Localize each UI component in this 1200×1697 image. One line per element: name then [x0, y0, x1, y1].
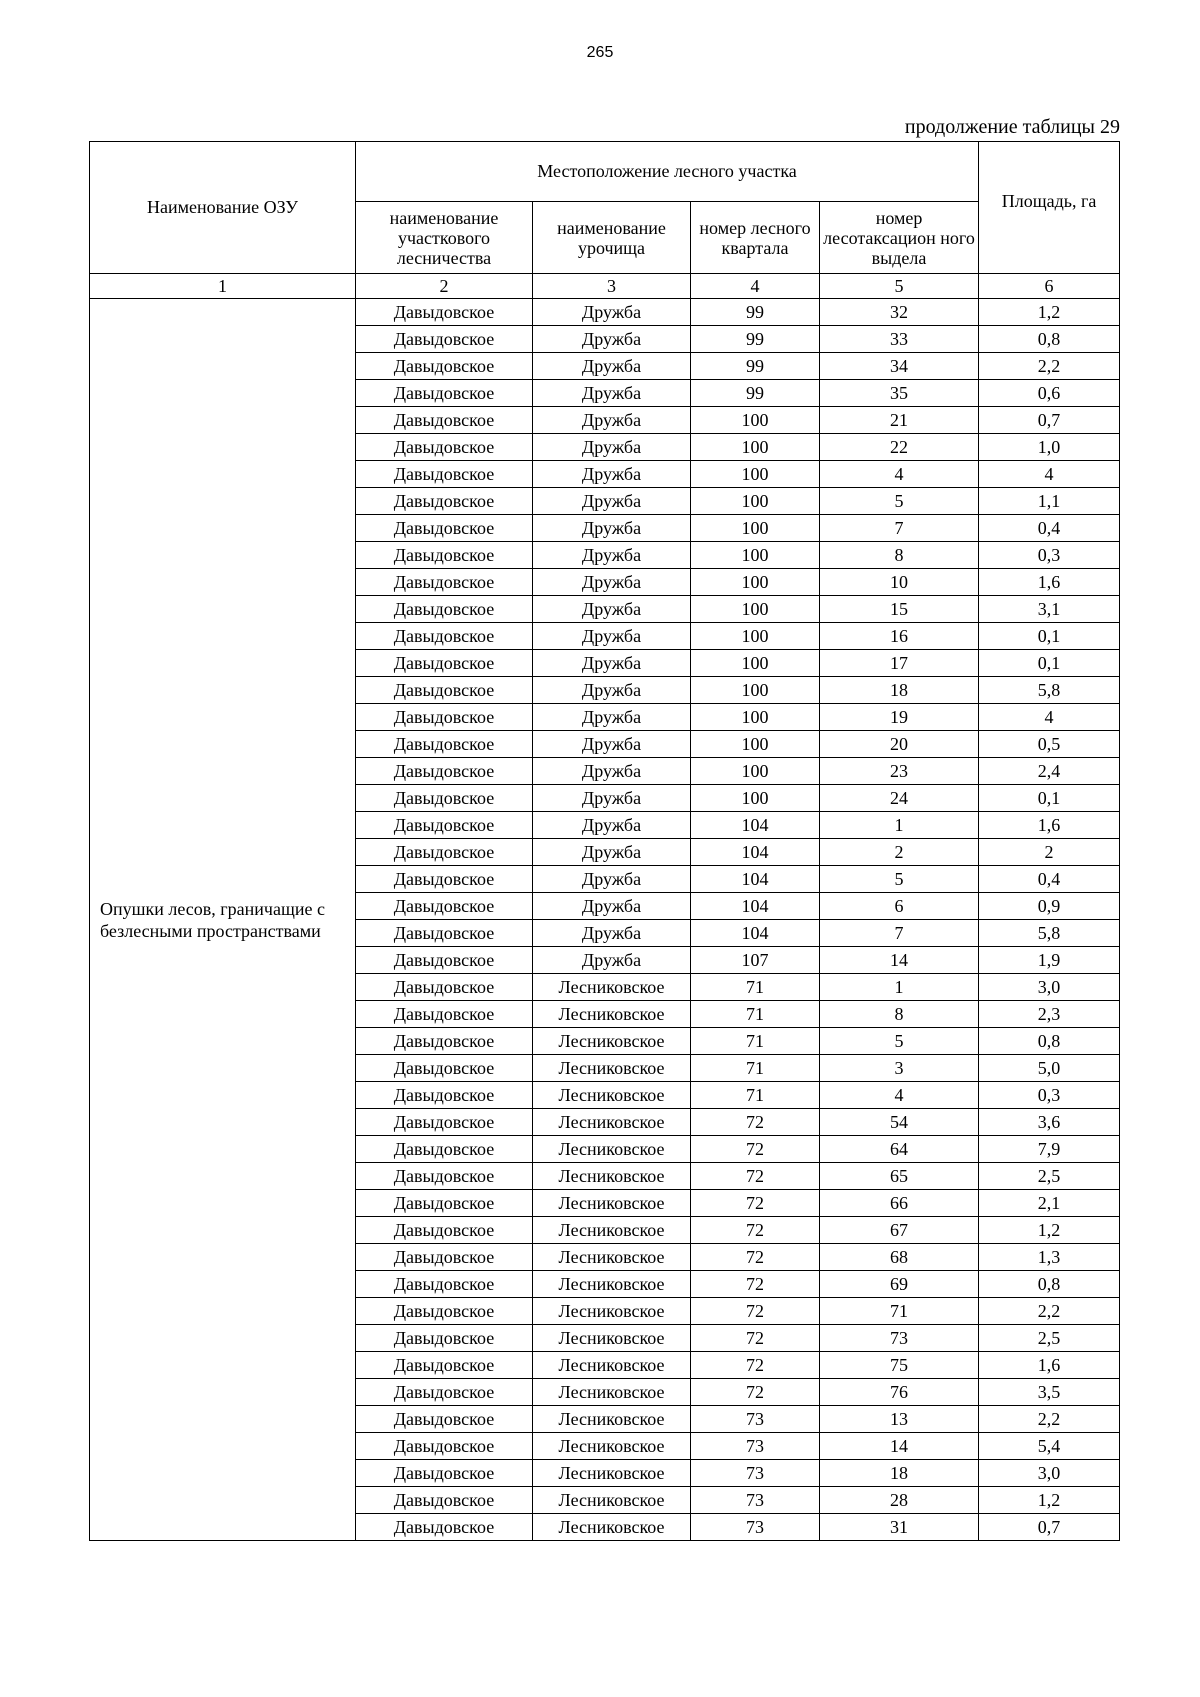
quarter-cell: 71: [691, 1082, 820, 1109]
quarter-cell: 73: [691, 1433, 820, 1460]
forestry-cell: Давыдовское: [356, 1271, 533, 1298]
tract-cell: Дружба: [533, 515, 691, 542]
allotment-cell: 23: [820, 758, 979, 785]
allotment-cell: 21: [820, 407, 979, 434]
tract-cell: Лесниковское: [533, 1271, 691, 1298]
tract-cell: Лесниковское: [533, 1136, 691, 1163]
area-cell: 0,4: [979, 866, 1120, 893]
forestry-cell: Давыдовское: [356, 299, 533, 326]
column-number: 3: [533, 274, 691, 299]
allotment-cell: 15: [820, 596, 979, 623]
area-cell: 1,2: [979, 299, 1120, 326]
allotment-cell: 10: [820, 569, 979, 596]
area-cell: 3,0: [979, 1460, 1120, 1487]
tract-cell: Дружба: [533, 434, 691, 461]
quarter-cell: 99: [691, 326, 820, 353]
forestry-cell: Давыдовское: [356, 1028, 533, 1055]
tract-cell: Дружба: [533, 353, 691, 380]
column-number: 2: [356, 274, 533, 299]
quarter-cell: 100: [691, 623, 820, 650]
tract-cell: Дружба: [533, 569, 691, 596]
forestry-cell: Давыдовское: [356, 434, 533, 461]
header-tract: наименование урочища: [533, 202, 691, 274]
quarter-cell: 72: [691, 1379, 820, 1406]
quarter-cell: 100: [691, 569, 820, 596]
area-cell: 0,5: [979, 731, 1120, 758]
quarter-cell: 100: [691, 650, 820, 677]
area-cell: 4: [979, 461, 1120, 488]
forestry-cell: Давыдовское: [356, 785, 533, 812]
tract-cell: Лесниковское: [533, 1325, 691, 1352]
allotment-cell: 66: [820, 1190, 979, 1217]
forestry-cell: Давыдовское: [356, 1514, 533, 1541]
area-cell: 5,0: [979, 1055, 1120, 1082]
allotment-cell: 8: [820, 1001, 979, 1028]
header-location: Местоположение лесного участка: [356, 142, 979, 202]
allotment-cell: 2: [820, 839, 979, 866]
quarter-cell: 104: [691, 812, 820, 839]
tract-cell: Лесниковское: [533, 1379, 691, 1406]
table-caption: продолжение таблицы 29: [904, 116, 1120, 138]
tract-cell: Дружба: [533, 731, 691, 758]
allotment-cell: 18: [820, 1460, 979, 1487]
tract-cell: Лесниковское: [533, 974, 691, 1001]
area-cell: 2,2: [979, 353, 1120, 380]
area-cell: 2: [979, 839, 1120, 866]
area-cell: 2,5: [979, 1163, 1120, 1190]
tract-cell: Лесниковское: [533, 1082, 691, 1109]
forestry-cell: Давыдовское: [356, 1379, 533, 1406]
tract-cell: Дружба: [533, 704, 691, 731]
tract-cell: Дружба: [533, 677, 691, 704]
forestry-cell: Давыдовское: [356, 1055, 533, 1082]
quarter-cell: 104: [691, 866, 820, 893]
quarter-cell: 99: [691, 380, 820, 407]
forestry-cell: Давыдовское: [356, 1298, 533, 1325]
tract-cell: Дружба: [533, 947, 691, 974]
quarter-cell: 73: [691, 1460, 820, 1487]
tract-cell: Дружба: [533, 785, 691, 812]
quarter-cell: 100: [691, 785, 820, 812]
area-cell: 3,5: [979, 1379, 1120, 1406]
forestry-cell: Давыдовское: [356, 596, 533, 623]
tract-cell: Дружба: [533, 488, 691, 515]
header-row-top: [90, 142, 1120, 202]
allotment-cell: 71: [820, 1298, 979, 1325]
area-cell: 5,8: [979, 920, 1120, 947]
quarter-cell: 100: [691, 758, 820, 785]
area-cell: 2,5: [979, 1325, 1120, 1352]
tract-cell: Дружба: [533, 326, 691, 353]
allotment-cell: 20: [820, 731, 979, 758]
tract-cell: Лесниковское: [533, 1190, 691, 1217]
forestry-cell: Давыдовское: [356, 623, 533, 650]
allotment-cell: 16: [820, 623, 979, 650]
forestry-cell: Давыдовское: [356, 650, 533, 677]
allotment-cell: 69: [820, 1271, 979, 1298]
tract-cell: Дружба: [533, 596, 691, 623]
column-number: 1: [90, 274, 356, 299]
allotment-cell: 4: [820, 1082, 979, 1109]
forestry-cell: Давыдовское: [356, 515, 533, 542]
forestry-cell: Давыдовское: [356, 1244, 533, 1271]
allotment-cell: 1: [820, 812, 979, 839]
allotment-cell: 8: [820, 542, 979, 569]
forestry-cell: Давыдовское: [356, 461, 533, 488]
forestry-cell: Давыдовское: [356, 1433, 533, 1460]
forestry-cell: Давыдовское: [356, 1352, 533, 1379]
page-number: 265: [586, 44, 614, 61]
tract-cell: Лесниковское: [533, 1487, 691, 1514]
allotment-cell: 14: [820, 947, 979, 974]
forestry-cell: Давыдовское: [356, 1163, 533, 1190]
allotment-cell: 5: [820, 1028, 979, 1055]
forestry-cell: Давыдовское: [356, 407, 533, 434]
area-cell: 1,0: [979, 434, 1120, 461]
tract-cell: Лесниковское: [533, 1244, 691, 1271]
quarter-cell: 100: [691, 731, 820, 758]
tract-cell: Лесниковское: [533, 1298, 691, 1325]
allotment-cell: 54: [820, 1109, 979, 1136]
forestry-cell: Давыдовское: [356, 1001, 533, 1028]
allotment-cell: 5: [820, 866, 979, 893]
quarter-cell: 100: [691, 542, 820, 569]
column-numbers-row: [90, 274, 1120, 299]
forestry-cell: Давыдовское: [356, 1325, 533, 1352]
quarter-cell: 72: [691, 1190, 820, 1217]
tract-cell: Дружба: [533, 623, 691, 650]
quarter-cell: 71: [691, 1055, 820, 1082]
tract-cell: Лесниковское: [533, 1001, 691, 1028]
header-forestry: наименование участкового лесничества: [356, 202, 533, 274]
quarter-cell: 72: [691, 1217, 820, 1244]
tract-cell: Дружба: [533, 893, 691, 920]
allotment-cell: 65: [820, 1163, 979, 1190]
ozu-group-label: Опушки лесов, граничащие с безлесными пространствами: [90, 299, 356, 1541]
tract-cell: Дружба: [533, 650, 691, 677]
area-cell: 2,3: [979, 1001, 1120, 1028]
area-cell: 0,8: [979, 326, 1120, 353]
quarter-cell: 100: [691, 677, 820, 704]
forestry-cell: Давыдовское: [356, 839, 533, 866]
forestry-cell: Давыдовское: [356, 812, 533, 839]
quarter-cell: 72: [691, 1163, 820, 1190]
forestry-cell: Давыдовское: [356, 704, 533, 731]
forestry-cell: Давыдовское: [356, 866, 533, 893]
allotment-cell: 28: [820, 1487, 979, 1514]
area-cell: 1,1: [979, 488, 1120, 515]
area-cell: 1,2: [979, 1487, 1120, 1514]
tract-cell: Лесниковское: [533, 1109, 691, 1136]
area-cell: 2,4: [979, 758, 1120, 785]
column-number: 5: [820, 274, 979, 299]
tract-cell: Дружба: [533, 407, 691, 434]
tract-cell: Дружба: [533, 542, 691, 569]
area-cell: 0,9: [979, 893, 1120, 920]
quarter-cell: 104: [691, 920, 820, 947]
tract-cell: Лесниковское: [533, 1028, 691, 1055]
area-cell: 0,8: [979, 1271, 1120, 1298]
area-cell: 7,9: [979, 1136, 1120, 1163]
tract-cell: Лесниковское: [533, 1352, 691, 1379]
area-cell: 3,1: [979, 596, 1120, 623]
quarter-cell: 72: [691, 1271, 820, 1298]
forestry-cell: Давыдовское: [356, 947, 533, 974]
area-cell: 1,6: [979, 812, 1120, 839]
tract-cell: Дружба: [533, 812, 691, 839]
allotment-cell: 6: [820, 893, 979, 920]
area-cell: 1,3: [979, 1244, 1120, 1271]
allotment-cell: 7: [820, 920, 979, 947]
tract-cell: Дружба: [533, 299, 691, 326]
area-cell: 2,2: [979, 1406, 1120, 1433]
area-cell: 0,3: [979, 542, 1120, 569]
quarter-cell: 72: [691, 1325, 820, 1352]
table-row: [90, 299, 1120, 326]
tract-cell: Дружба: [533, 380, 691, 407]
tract-cell: Лесниковское: [533, 1217, 691, 1244]
forestry-cell: Давыдовское: [356, 569, 533, 596]
allotment-cell: 24: [820, 785, 979, 812]
quarter-cell: 99: [691, 353, 820, 380]
area-cell: 3,6: [979, 1109, 1120, 1136]
area-cell: 1,6: [979, 569, 1120, 596]
forestry-cell: Давыдовское: [356, 326, 533, 353]
allotment-cell: 64: [820, 1136, 979, 1163]
allotment-cell: 68: [820, 1244, 979, 1271]
allotment-cell: 31: [820, 1514, 979, 1541]
allotment-cell: 5: [820, 488, 979, 515]
tract-cell: Лесниковское: [533, 1514, 691, 1541]
quarter-cell: 100: [691, 515, 820, 542]
quarter-cell: 71: [691, 1028, 820, 1055]
area-cell: 5,4: [979, 1433, 1120, 1460]
tract-cell: Лесниковское: [533, 1460, 691, 1487]
forestry-cell: Давыдовское: [356, 731, 533, 758]
allotment-cell: 75: [820, 1352, 979, 1379]
allotment-cell: 13: [820, 1406, 979, 1433]
header-quarter: номер лесного квартала: [691, 202, 820, 274]
column-number: 4: [691, 274, 820, 299]
allotment-cell: 73: [820, 1325, 979, 1352]
quarter-cell: 99: [691, 299, 820, 326]
area-cell: 0,3: [979, 1082, 1120, 1109]
allotment-cell: 34: [820, 353, 979, 380]
allotment-cell: 19: [820, 704, 979, 731]
area-cell: 0,6: [979, 380, 1120, 407]
quarter-cell: 100: [691, 488, 820, 515]
allotment-cell: 7: [820, 515, 979, 542]
forestry-cell: Давыдовское: [356, 893, 533, 920]
quarter-cell: 100: [691, 704, 820, 731]
forestry-cell: Давыдовское: [356, 1082, 533, 1109]
area-cell: 1,9: [979, 947, 1120, 974]
allotment-cell: 35: [820, 380, 979, 407]
forestry-cell: Давыдовское: [356, 1406, 533, 1433]
quarter-cell: 100: [691, 434, 820, 461]
area-cell: 5,8: [979, 677, 1120, 704]
area-cell: 0,7: [979, 1514, 1120, 1541]
area-cell: 3,0: [979, 974, 1120, 1001]
tract-cell: Дружба: [533, 839, 691, 866]
quarter-cell: 100: [691, 407, 820, 434]
forestry-cell: Давыдовское: [356, 758, 533, 785]
quarter-cell: 72: [691, 1109, 820, 1136]
forestry-cell: Давыдовское: [356, 920, 533, 947]
quarter-cell: 72: [691, 1298, 820, 1325]
area-cell: 1,6: [979, 1352, 1120, 1379]
forest-plots-table: [89, 141, 1120, 1541]
area-cell: 2,2: [979, 1298, 1120, 1325]
forestry-cell: Давыдовское: [356, 1190, 533, 1217]
quarter-cell: 73: [691, 1406, 820, 1433]
forestry-cell: Давыдовское: [356, 380, 533, 407]
area-cell: 0,1: [979, 623, 1120, 650]
area-cell: 0,1: [979, 650, 1120, 677]
allotment-cell: 14: [820, 1433, 979, 1460]
quarter-cell: 73: [691, 1514, 820, 1541]
quarter-cell: 107: [691, 947, 820, 974]
allotment-cell: 1: [820, 974, 979, 1001]
tract-cell: Дружба: [533, 461, 691, 488]
quarter-cell: 71: [691, 974, 820, 1001]
quarter-cell: 71: [691, 1001, 820, 1028]
header-ozu-name: Наименование ОЗУ: [90, 142, 356, 274]
forestry-cell: Давыдовское: [356, 353, 533, 380]
header-area: Площадь, га: [979, 142, 1120, 274]
area-cell: 0,7: [979, 407, 1120, 434]
forestry-cell: Давыдовское: [356, 1460, 533, 1487]
forestry-cell: Давыдовское: [356, 1109, 533, 1136]
quarter-cell: 100: [691, 461, 820, 488]
forestry-cell: Давыдовское: [356, 1487, 533, 1514]
quarter-cell: 104: [691, 893, 820, 920]
allotment-cell: 18: [820, 677, 979, 704]
quarter-cell: 72: [691, 1244, 820, 1271]
quarter-cell: 72: [691, 1136, 820, 1163]
tract-cell: Лесниковское: [533, 1055, 691, 1082]
area-cell: 2,1: [979, 1190, 1120, 1217]
header-allotment: номер лесотаксацион ного выдела: [820, 202, 979, 274]
forestry-cell: Давыдовское: [356, 677, 533, 704]
quarter-cell: 73: [691, 1487, 820, 1514]
forestry-cell: Давыдовское: [356, 542, 533, 569]
forestry-cell: Давыдовское: [356, 1217, 533, 1244]
tract-cell: Дружба: [533, 866, 691, 893]
tract-cell: Дружба: [533, 758, 691, 785]
column-number: 6: [979, 274, 1120, 299]
tract-cell: Дружба: [533, 920, 691, 947]
area-cell: 0,4: [979, 515, 1120, 542]
quarter-cell: 72: [691, 1352, 820, 1379]
allotment-cell: 33: [820, 326, 979, 353]
allotment-cell: 4: [820, 461, 979, 488]
forestry-cell: Давыдовское: [356, 974, 533, 1001]
allotment-cell: 76: [820, 1379, 979, 1406]
quarter-cell: 100: [691, 596, 820, 623]
area-cell: 1,2: [979, 1217, 1120, 1244]
area-cell: 0,1: [979, 785, 1120, 812]
allotment-cell: 22: [820, 434, 979, 461]
allotment-cell: 17: [820, 650, 979, 677]
forestry-cell: Давыдовское: [356, 488, 533, 515]
area-cell: 0,8: [979, 1028, 1120, 1055]
tract-cell: Лесниковское: [533, 1163, 691, 1190]
allotment-cell: 67: [820, 1217, 979, 1244]
allotment-cell: 32: [820, 299, 979, 326]
allotment-cell: 3: [820, 1055, 979, 1082]
quarter-cell: 104: [691, 839, 820, 866]
forestry-cell: Давыдовское: [356, 1136, 533, 1163]
tract-cell: Лесниковское: [533, 1433, 691, 1460]
tract-cell: Лесниковское: [533, 1406, 691, 1433]
area-cell: 4: [979, 704, 1120, 731]
